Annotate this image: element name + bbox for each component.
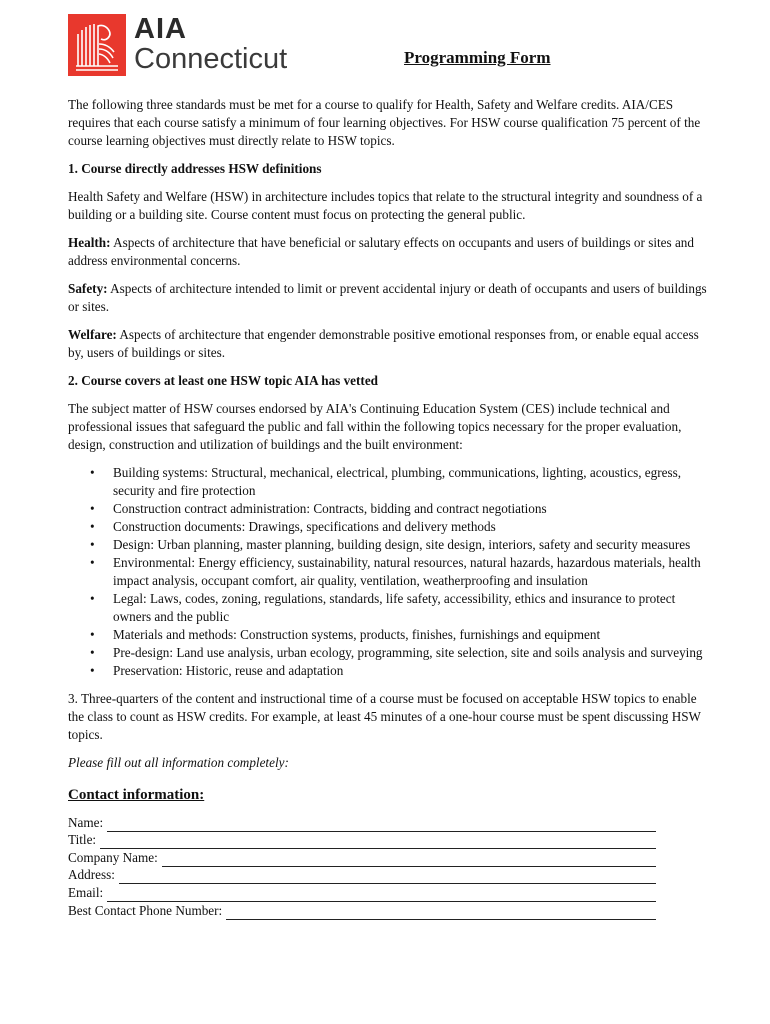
health-label: Health:: [68, 235, 111, 250]
name-input-line[interactable]: [107, 819, 656, 832]
address-label: Address:: [68, 867, 115, 883]
section2-heading: 2. Course covers at least one HSW topic AIA has vetted: [68, 373, 379, 388]
document-body: [68, 96, 708, 920]
list-item: • Preservation: Historic, reuse and adaptation: [113, 662, 708, 680]
company-name-field[interactable]: [68, 849, 656, 867]
welfare-definition: [68, 326, 708, 362]
safety-text: Aspects of architecture intended to limit or prevent accidental injury or death of occupants and users of buildings or sites.: [68, 281, 707, 314]
intro-paragraph: The following three standards must be met for a course to qualify for Health, Safety and Welfare credits. AIA/CES requires that each course satisfy a minimum of four learning objectives. For HSW course qualification 75 percent of the course learning objectives must directly relate to HSW topics.: [68, 97, 701, 148]
name-field[interactable]: [68, 814, 656, 832]
section3-paragraph: 3. Three-quarters of the content and instructional time of a course must be focused on acceptable HSW topics to enable the class to count as HSW credits. For example, at least 45 minutes of a one-hour course must be spent discussing HSW topics.: [68, 691, 701, 742]
section2-paragraph: The subject matter of HSW courses endorsed by AIA's Continuing Education System (CES) include technical and professional issues that safeguard the public and fall within the following topics necessary for the proper evaluation, design, construction and utilization of buildings and the built environment:: [68, 401, 682, 452]
list-item: • Materials and methods: Construction systems, products, finishes, furnishings and equipment: [113, 626, 708, 644]
email-label: Email:: [68, 884, 104, 900]
list-item: • Construction contract administration: Contracts, bidding and contract negotiations: [113, 500, 708, 518]
welfare-text: Aspects of architecture that engender demonstrable positive emotional responses from, or enable equal access by, users of buildings or sites.: [68, 327, 699, 360]
welfare-label: Welfare:: [68, 327, 117, 342]
list-item: • Building systems: Structural, mechanical, electrical, plumbing, communications, lighting, acoustics, egress, security and fire protection: [113, 464, 708, 500]
health-text: Aspects of architecture that have beneficial or salutary effects on occupants and users of buildings or sites and address environmental concerns.: [68, 235, 694, 268]
email-field[interactable]: [68, 884, 656, 902]
address-input-line[interactable]: [119, 871, 656, 884]
company-name-input-line[interactable]: [162, 854, 656, 867]
hsw-definition: Health Safety and Welfare (HSW) in architecture includes topics that relate to the structural integrity and soundness of a building or a building site. Course content must focus on protecting the general public.: [68, 189, 703, 222]
list-item: • Legal: Laws, codes, zoning, regulations, standards, life safety, accessibility, ethics and insurance to protect owners and the public: [113, 590, 708, 626]
safety-definition: [68, 280, 708, 316]
company-name-label: Company Name:: [68, 849, 158, 865]
safety-label: Safety:: [68, 281, 108, 296]
address-field[interactable]: [68, 867, 656, 885]
fill-instruction: Please fill out all information completely:: [68, 755, 289, 770]
logo-connecticut-text: Connecticut: [134, 43, 288, 75]
list-item: • Design: Urban planning, master planning, building design, site design, interiors, safety and security measures: [113, 536, 708, 554]
phone-field[interactable]: [68, 902, 656, 920]
aia-eagle-icon: [68, 14, 126, 76]
section1-heading: 1. Course directly addresses HSW definitions: [68, 161, 322, 176]
phone-input-line[interactable]: [226, 907, 656, 920]
email-input-line[interactable]: [107, 889, 656, 902]
logo-wordmark: [134, 14, 287, 75]
health-definition: [68, 234, 708, 270]
list-item: • Pre-design: Land use analysis, urban ecology, programming, site selection, site and soils analysis and surveying: [113, 644, 708, 662]
list-item: • Environmental: Energy efficiency, sustainability, natural resources, natural hazards, hazardous materials, health impact analysis, occupant comfort, air quality, ventilation, weatherproofing and insulation: [113, 554, 708, 590]
phone-label: Best Contact Phone Number:: [68, 902, 223, 918]
title-field[interactable]: [68, 832, 656, 850]
hsw-topic-list: [68, 464, 708, 680]
logo-aia-text: AIA: [134, 13, 187, 45]
form-title: Programming Form: [404, 48, 551, 67]
title-input-line[interactable]: [100, 836, 656, 849]
name-label: Name:: [68, 814, 104, 830]
list-item: • Construction documents: Drawings, specifications and delivery methods: [113, 518, 708, 536]
aia-connecticut-logo: [68, 14, 287, 76]
contact-heading: Contact information:: [68, 787, 205, 803]
title-label: Title:: [68, 832, 97, 848]
